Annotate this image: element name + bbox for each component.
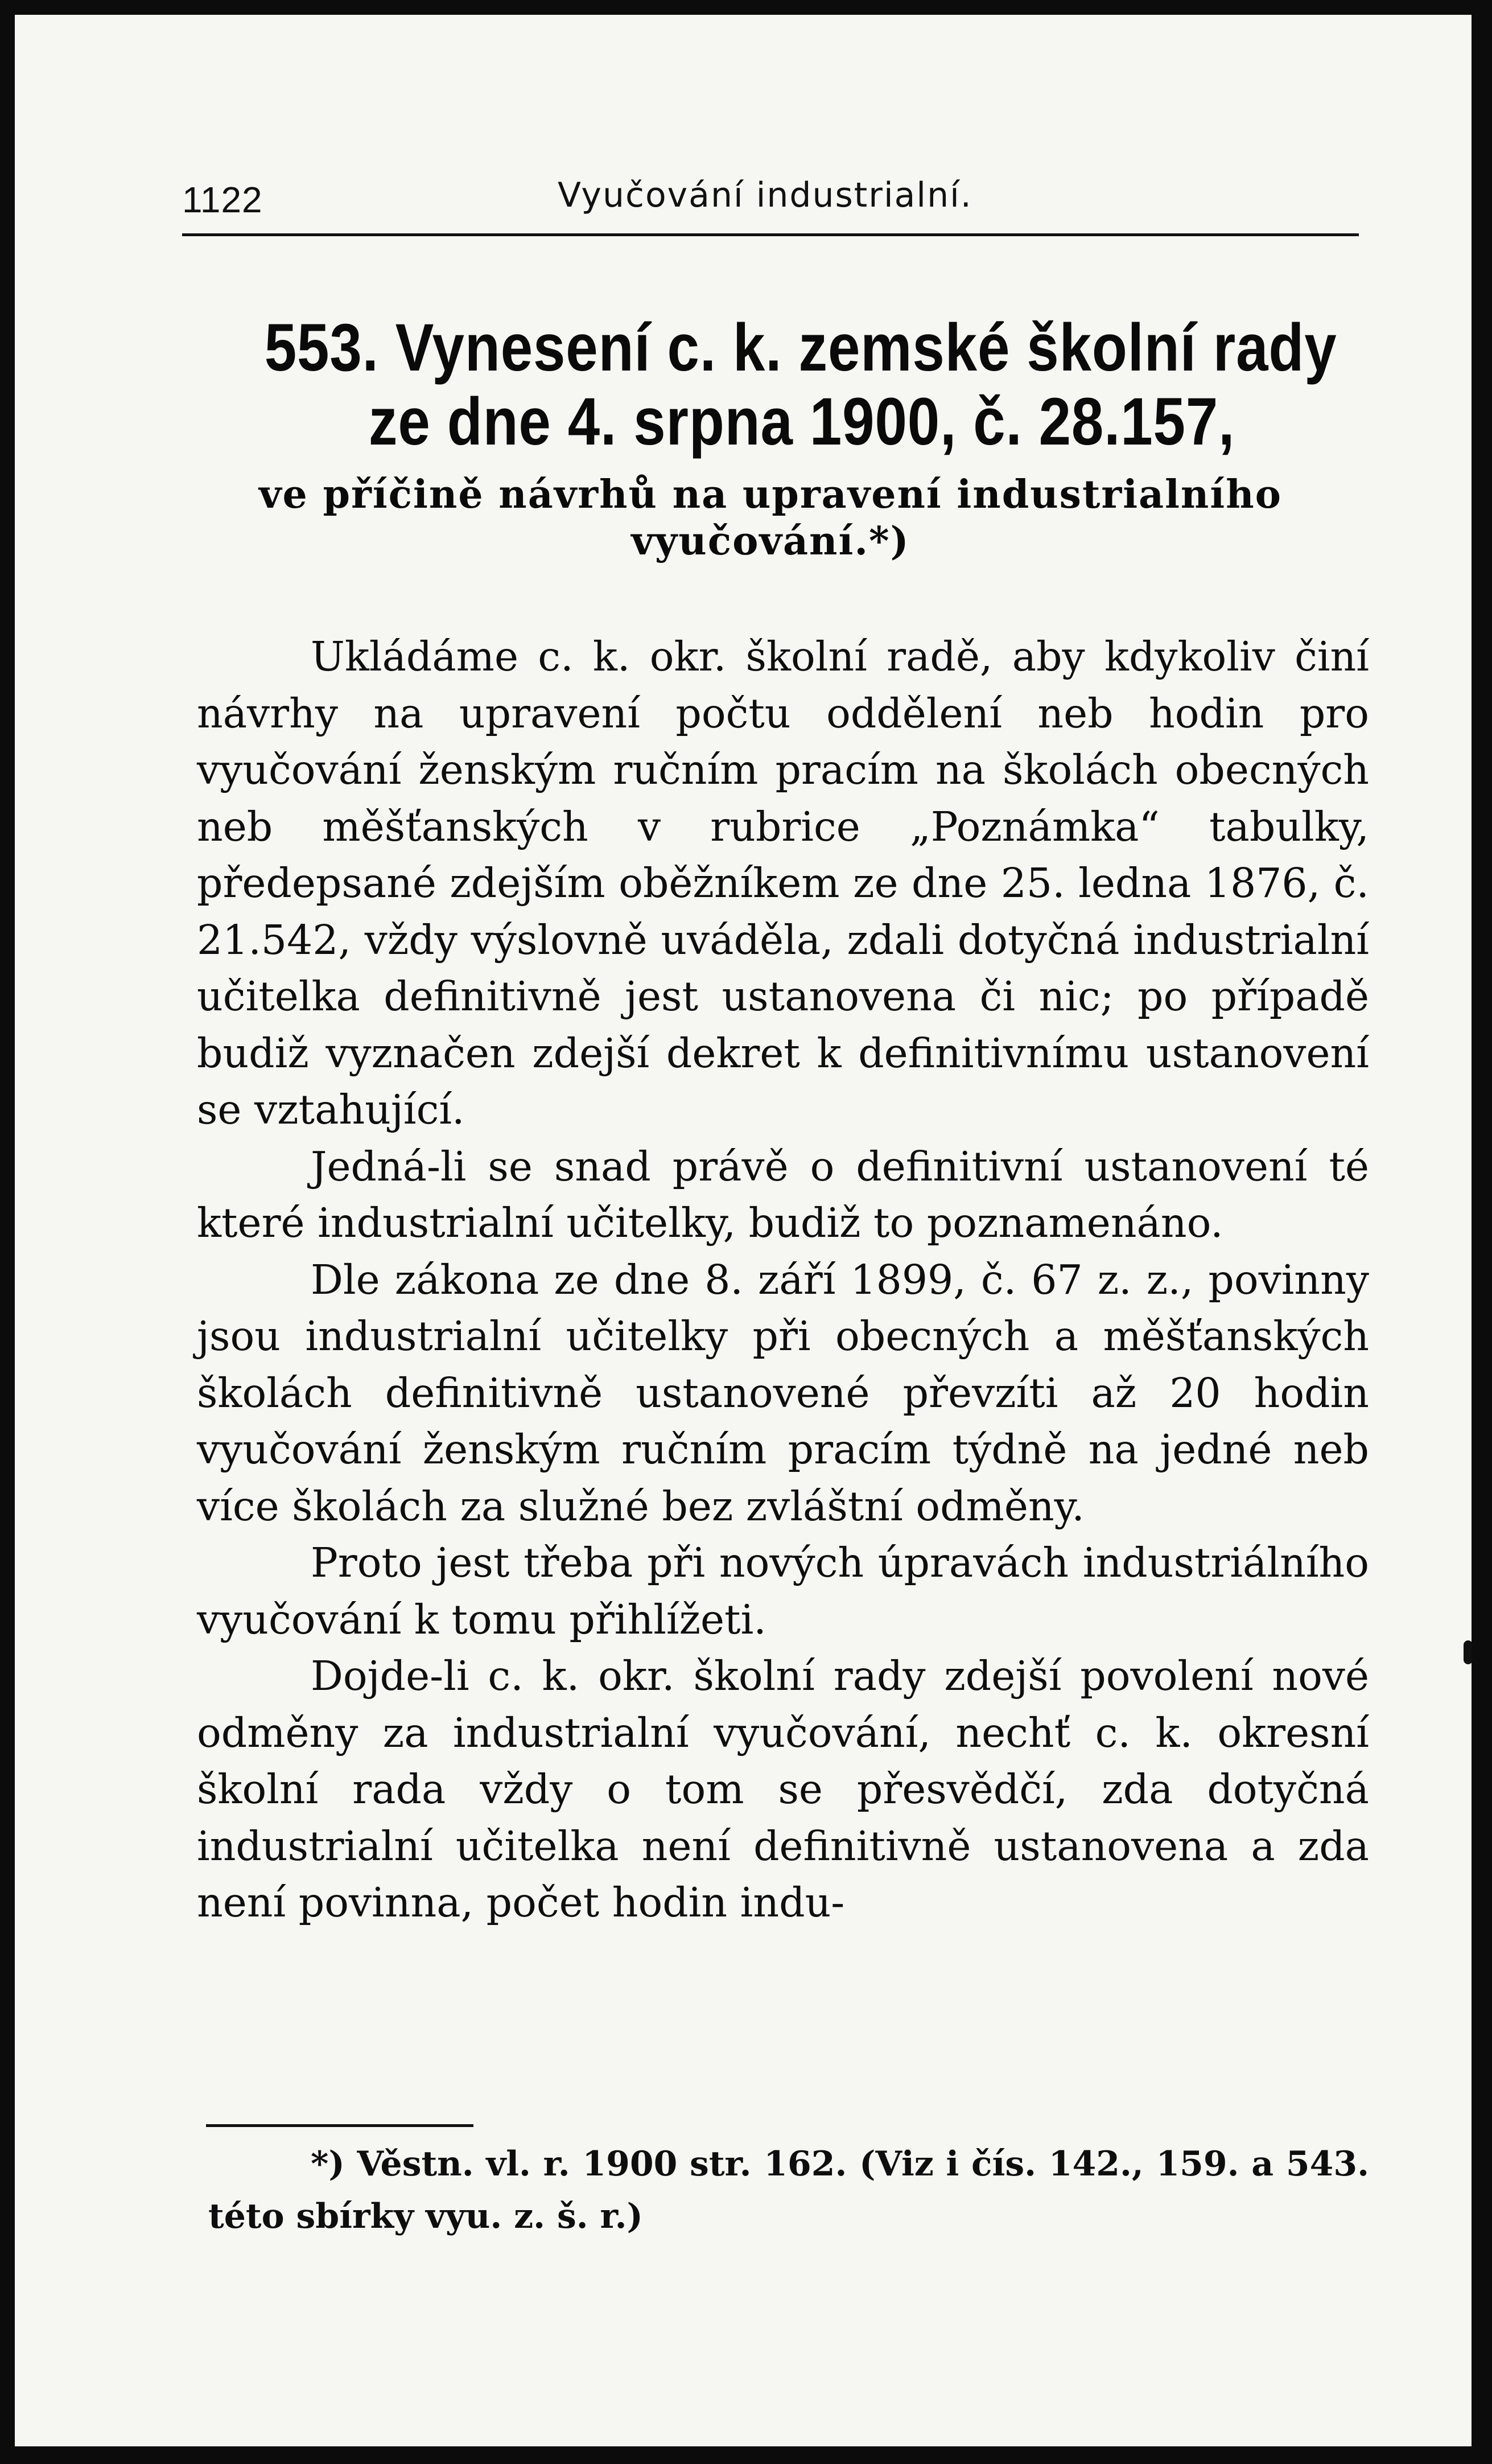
footnote: *) Věstn. vl. r. 1900 str. 162. (Viz i čís. 142., 159. a 543. této sbírky vyu. z. š. r.)	[208, 2144, 1369, 2236]
title-line-1: 553. Vynesení c. k. zemské školní rady	[264, 310, 1337, 385]
body-paragraph: Proto jest třeba při nových úpravách industriálního vyučování k tomu přihlížeti.	[197, 1539, 1369, 1643]
title-line-2: ze dne 4. srpna 1900, č. 28.157,	[368, 384, 1235, 459]
decree-subtitle: ve příčině návrhů na upravení industrialního vyučování.*)	[259, 472, 1282, 564]
header-rule	[182, 233, 1359, 236]
decree-title	[182, 311, 1359, 565]
page-number: 1122	[182, 179, 263, 220]
body-paragraph: Dle zákona ze dne 8. září 1899, č. 67 z. z., povinny jsou industrialní učitelky při obecných a měšťanských školách definitivně ustanovené převzíti až 20 hodin vyučování ženským ručním pracím týdně na jedné neb více školách za služné bez zvláštní odměny.	[197, 1256, 1369, 1530]
page-header	[182, 167, 1359, 230]
body-paragraph: Ukládáme c. k. okr. školní radě, aby kdykoliv činí návrhy na upravení počtu oddělení neb hodin pro vyučování ženským ručním pracím na školách obecných neb měšťanských v rubrice „Poznámka“ tabulky, předepsané zdejším oběžníkem ze dne 25. ledna 1876, č. 21.542, vždy výslovně uváděla, zdali dotyčná industrialní učitelka definitivně jest ustanovena či nic; po případě budiž vyznačen zdejší dekret k definitivnímu ustanovení se vztahující.	[197, 633, 1369, 1133]
document-page	[15, 15, 1472, 2446]
running-title: Vyučování industrialní.	[558, 175, 972, 215]
body-paragraph: Dojde-li c. k. okr. školní rady zdejší povolení nové odměny za industrialní vyučování, nechť c. k. okresní školní rada vždy o tom se přesvědčí, zda dotyčná industrialní učitelka není definitivně ustanovena a zda není povinna, počet hodin indu-	[197, 1652, 1369, 1926]
decree-body	[197, 628, 1369, 1931]
margin-mark	[1464, 1640, 1472, 1664]
footnote-rule	[206, 2124, 473, 2127]
body-paragraph: Jedná-li se snad právě o definitivní ustanovení té které industrialní učitelky, budiž to poznamenáno.	[197, 1142, 1369, 1247]
